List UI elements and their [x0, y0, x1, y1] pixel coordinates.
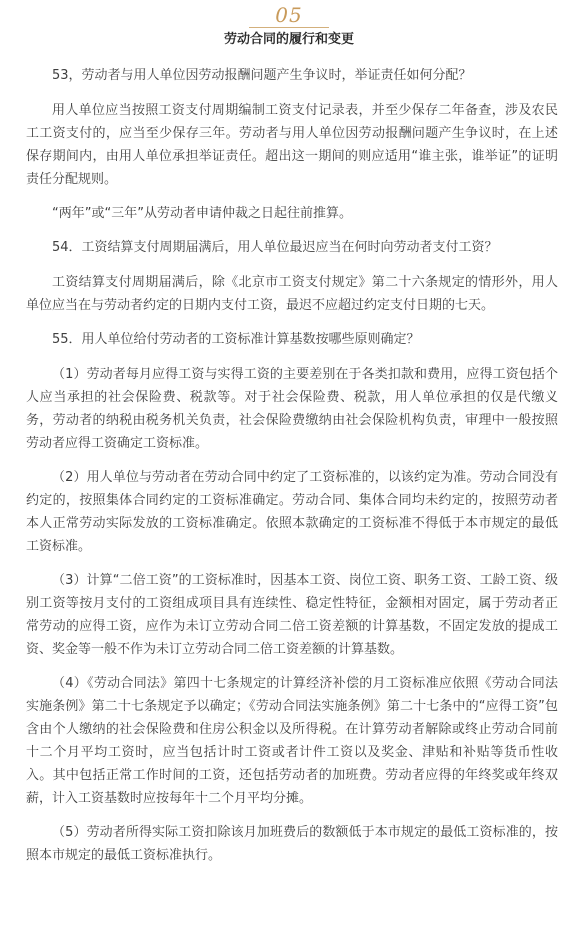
section-divider [249, 27, 329, 28]
section-number: 05 [275, 3, 303, 27]
section-title: 劳动合同的履行和变更 [223, 32, 354, 47]
answer-paragraph: （2）用人单位与劳动者在劳动合同中约定了工资标准的，以该约定为准。劳动合同没有约定的，按照集体合同约定的工资标准确定。劳动合同、集体合同均未约定的，按照劳动者本人正常劳动实际发放的工资标准确定。依照本款确定的工资标准不得低于本市规定的最低工资标准。 [26, 470, 558, 554]
article-body [26, 64, 558, 878]
section-header [0, 0, 578, 50]
question-paragraph: 54．工资结算支付周期届满后，用人单位最迟应当在何时向劳动者支付工资？ [52, 240, 498, 255]
answer-paragraph: （5）劳动者所得实际工资扣除该月加班费后的数额低于本市规定的最低工资标准的，按照本市规定的最低工资标准执行。 [26, 825, 558, 863]
answer-paragraph: 用人单位应当按照工资支付周期编制工资支付记录表，并至少保存二年备查，涉及农民工工资支付的，应当至少保存三年。劳动者与用人单位因劳动报酬问题产生争议时，在上述保存期间内，由用人单位承担举证责任。超出这一期间的则应适用“谁主张，谁举证”的证明责任分配规则。 [26, 103, 558, 187]
answer-paragraph: （3）计算“二倍工资”的工资标准时，因基本工资、岗位工资、职务工资、工龄工资、级别工资等按月支付的工资组成项目具有连续性、稳定性特征，金额相对固定，属于劳动者正常劳动的应得工资，应作为未订立劳动合同二倍工资差额的计算基数，不固定发放的提成工资、奖金等一般不作为未订立劳动合同二倍工资差额的计算基数。 [26, 573, 558, 657]
answer-paragraph: 工资结算支付周期届满后，除《北京市工资支付规定》第二十六条规定的情形外，用人单位应当在与劳动者约定的日期内支付工资，最迟不应超过约定支付日期的七天。 [26, 275, 558, 313]
answer-paragraph: （4）《劳动合同法》第四十七条规定的计算经济补偿的月工资标准应依照《劳动合同法实施条例》第二十七条规定予以确定；《劳动合同法实施条例》第二十七条中的“应得工资”包含由个人缴纳的社会保险费和住房公积金以及所得税。在计算劳动者解除或终止劳动合同前十二个月平均工资时，应当包括计时工资或者计件工资以及奖金、津贴和补贴等货币性收入。其中包括正常工作时间的工资，还包括劳动者的加班费。劳动者应得的年终奖或年终双薪，计入工资基数时应按每年十二个月平均分摊。 [26, 676, 558, 806]
answer-paragraph: （1）劳动者每月应得工资与实得工资的主要差别在于各类扣款和费用，应得工资包括个人应当承担的社会保险费、税款等。对于社会保险费、税款，用人单位承担的仅是代缴义务，劳动者的纳税由税务机关负责，社会保险费缴纳由社会保险机构负责，审理中一般按照劳动者应得工资确定工资标准。 [26, 367, 558, 451]
question-paragraph: 53，劳动者与用人单位因劳动报酬问题产生争议时，举证责任如何分配？ [52, 68, 472, 83]
answer-paragraph: “两年”或“三年”从劳动者申请仲裁之日起往前推算。 [52, 206, 352, 221]
question-paragraph: 55．用人单位给付劳动者的工资标准计算基数按哪些原则确定？ [52, 332, 420, 347]
